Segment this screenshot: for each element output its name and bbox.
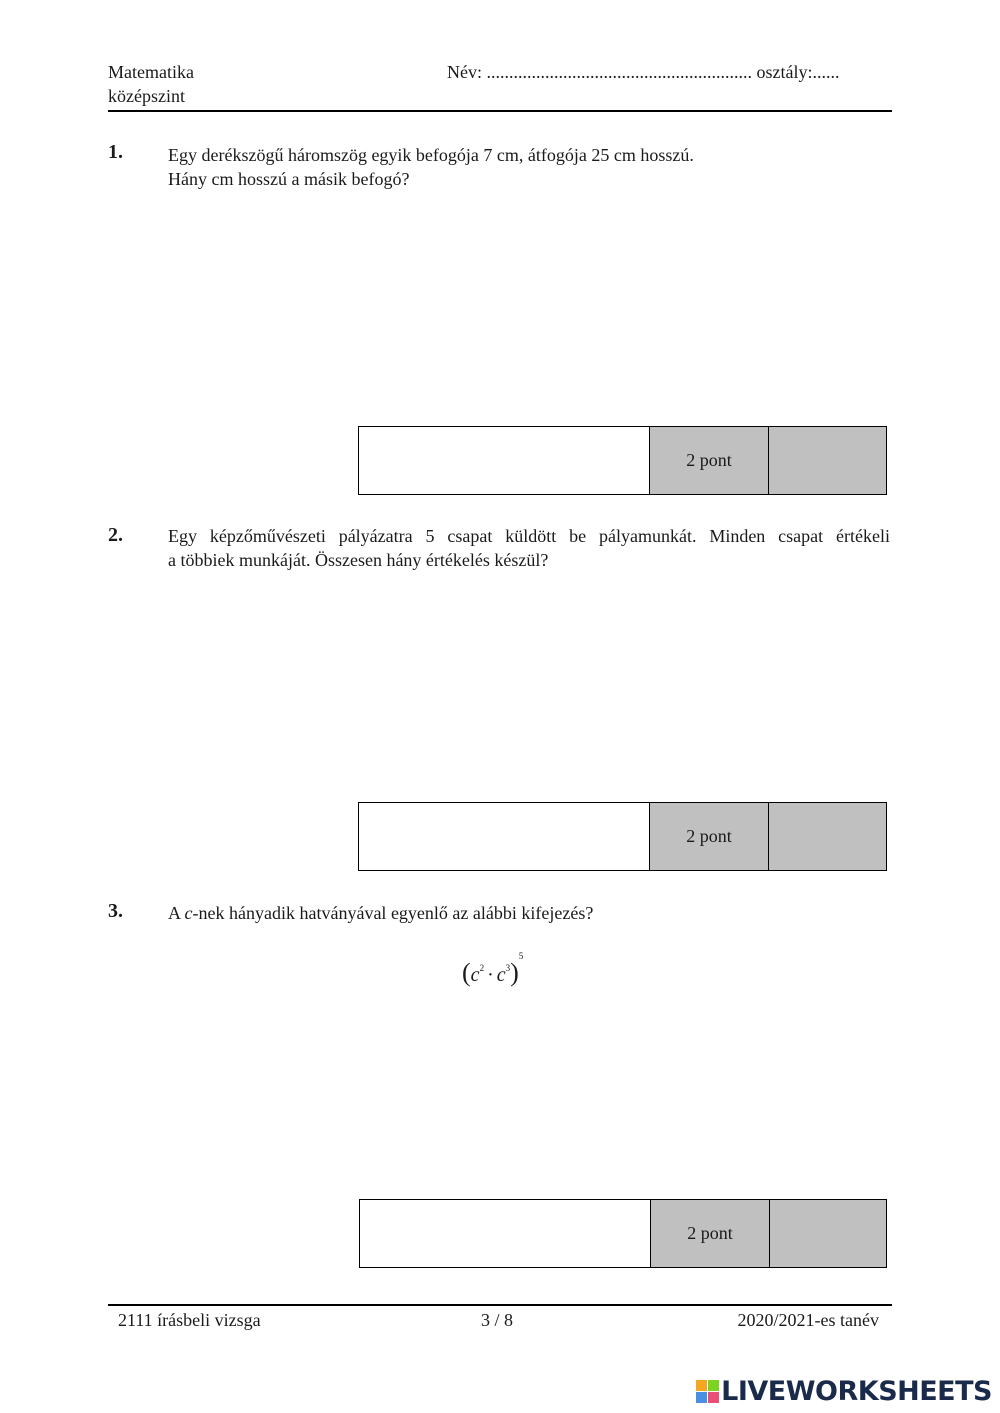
question-2-line-2: a többiek munkáját. Összesen hány értékelés készül? — [168, 550, 549, 570]
question-3-score-box — [359, 1199, 887, 1268]
question-1-number: 1. — [108, 141, 123, 163]
question-3-text — [168, 901, 890, 925]
footer-exam: 2111 írásbeli vizsga — [118, 1310, 261, 1330]
liveworksheets-wordmark: LIVEWORKSHEETS — [721, 1376, 992, 1407]
question-1-text — [168, 143, 890, 191]
question-1-line-1: Egy derékszögű háromszög egyik befogója 7 cm, átfogója 25 cm hosszú. — [168, 145, 694, 165]
question-2-number: 2. — [108, 524, 123, 546]
question-3-variable: c — [184, 903, 193, 923]
question-2-line-1: Egy képzőművészeti pályázatra 5 csapat küldött be pályamunkát. Minden csapat értékeli — [168, 526, 890, 546]
liveworksheets-brand[interactable] — [696, 1376, 992, 1407]
question-1-line-2: Hány cm hosszú a másik befogó? — [168, 169, 410, 189]
footer-page-number: 3 / 8 — [481, 1310, 514, 1330]
footer-rule — [108, 1304, 892, 1306]
question-2-text — [168, 524, 890, 572]
question-1-score-box — [358, 426, 887, 495]
question-2-answer-cell[interactable] — [359, 803, 650, 870]
logo-square-2 — [708, 1380, 719, 1391]
question-3-formula — [462, 951, 524, 988]
formula-exp-2: 3 — [505, 963, 511, 974]
question-2-score-box — [358, 802, 887, 871]
question-3-number: 3. — [108, 900, 123, 922]
question-2-grade-cell — [769, 803, 886, 870]
formula-outer-exp: 5 — [518, 951, 524, 962]
subject-label: Matematika — [108, 62, 194, 82]
header-rule — [108, 110, 892, 112]
liveworksheets-logo-icon — [696, 1380, 719, 1403]
question-3-points-label: 2 pont — [651, 1200, 770, 1267]
footer-school-year: 2020/2021-es tanév — [737, 1310, 879, 1330]
question-3-rest: -nek hányadik hatványával egyenlő az alábbi kifejezés? — [192, 903, 594, 923]
question-3-answer-cell[interactable] — [360, 1200, 651, 1267]
formula-close-paren: ) — [510, 958, 519, 987]
logo-square-3 — [696, 1392, 707, 1403]
formula-base-1: c — [470, 964, 480, 986]
logo-square-4 — [708, 1392, 719, 1403]
formula-dot: · — [487, 964, 494, 986]
question-1-answer-cell[interactable] — [359, 427, 650, 494]
question-3-prefix: A — [168, 903, 185, 923]
name-class-field: Név: ........................................................... osztály:...... — [447, 62, 840, 82]
level-label: középszint — [108, 86, 185, 106]
logo-square-1 — [696, 1380, 707, 1391]
formula-open-paren: ( — [462, 958, 471, 987]
question-1-points-label: 2 pont — [650, 427, 769, 494]
question-3-grade-cell — [770, 1200, 886, 1267]
question-1-grade-cell — [769, 427, 886, 494]
question-2-points-label: 2 pont — [650, 803, 769, 870]
formula-base-2: c — [496, 964, 506, 986]
question-3-line-1 — [168, 901, 890, 925]
formula-exp-1: 2 — [479, 963, 485, 974]
